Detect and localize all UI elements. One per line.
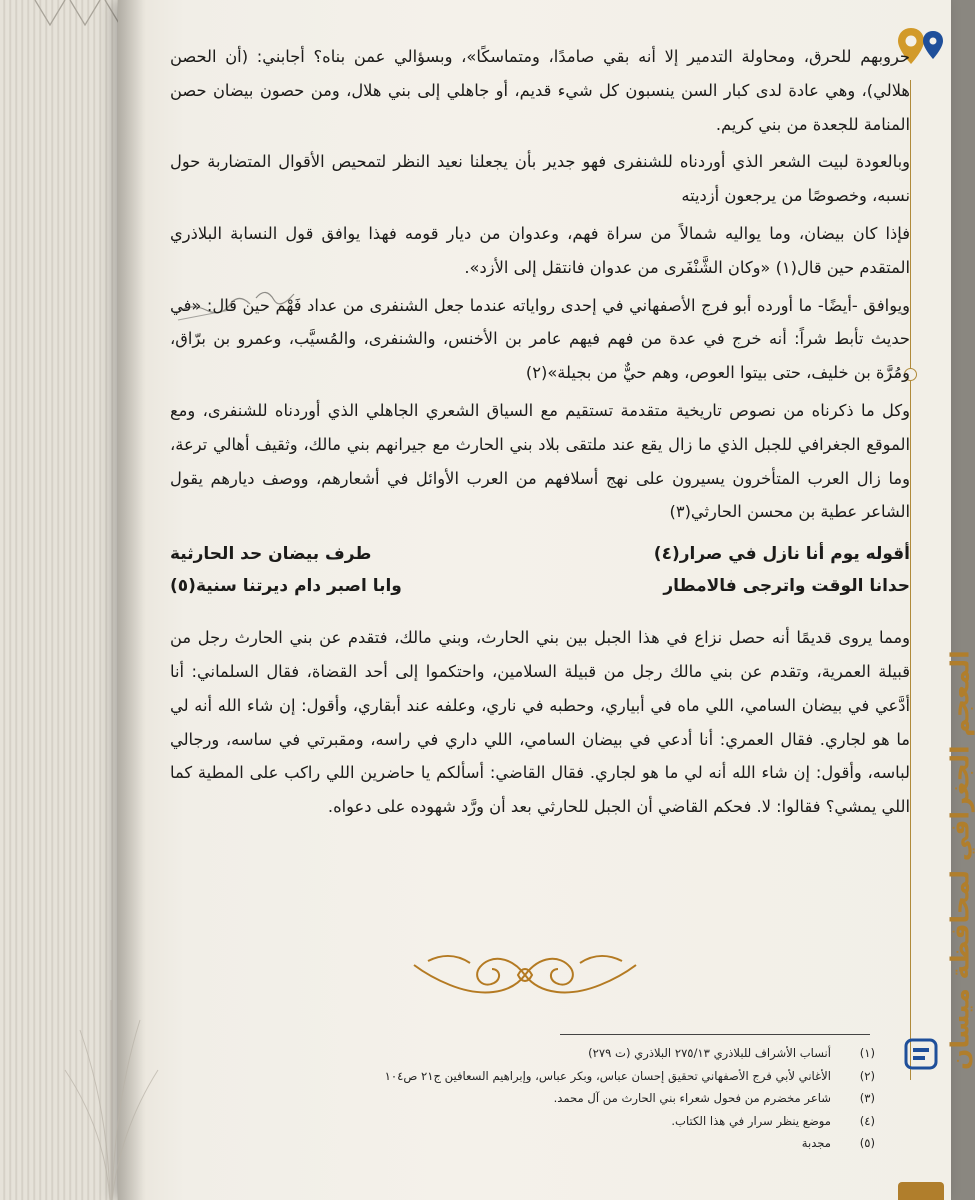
footnote-3: (٣)شاعر مخضرم من فحول شعراء بني الحارث من آل محمد. [553,1091,875,1106]
footnote-1: (١)أنساب الأشراف للبلاذري ٢٧٥/١٣ البلاذري (ت ٢٧٩) [588,1046,875,1060]
paragraph-4: ويوافق -أيضًا- ما أورده أبو فرج الأصفهاني في إحدى رواياته عندما جعل الشنفرى من عداد فَهْم حين قال: «في حديث تأبط شراً: أنه خرج في عدة من فهم فيهم عامر بن الأخنس، والشنفرى، والمُسيَّب، وعمرو بن برّاق، ومُرَّة بن خليف، حتى بيتوا العوص، وهم حيٌّ من بجيلة»(٢) [170,295,910,383]
side-book-title: المعجم الجغرافي لمحافظة ميسان [946,650,975,1070]
page-number-tab [898,1182,944,1200]
paragraph-1: حروبهم للحرق، ومحاولة التدمير إلا أنه بقي صامدًا، ومتماسكًا»، وبسؤالي عمن بناه؟ أجابني: (أن الحصن هلالي)، وهي عادة لدى كبار السن ينسبون كل شيء قديم، أو جاهلي إلى بني هلال، ومن حصون بيضان حصن المنامة للجعدة من بني كريم. [170,47,910,134]
page-body-text [170,40,910,824]
footnote-separator [560,1034,870,1035]
grass-watermark-decoration [60,960,160,1200]
footnote-5: (٥)مجدبة [801,1136,875,1151]
verse-hemistich-1: أقوله يوم أنا نازل في صرار(٤) [653,544,910,565]
footnote-2: (٢)الأغاني لأبي فرج الأصفهاني تحقيق إحسان عباس، وبكر عباس، وإبراهيم السعافين ج٢١ ص١٠٤ [384,1068,875,1083]
margin-rule-line [910,80,911,1080]
poem-verse [170,539,910,607]
verse-hemistich-3: حدانا الوقت واترجى فالامطار [663,576,910,597]
footnote-4: (٤)موضع ينظر سرار في هذا الكتاب. [671,1113,875,1128]
paragraph-2: وبالعودة لبيت الشعر الذي أوردناه للشنفرى فهو جدير بأن يجعلنا نعيد النظر لتمحيص الأقوال المتضاربة حول نسبه، وخصوصًا من يرجعون أزديته [170,152,910,206]
blue-location-pin-icon [922,30,944,60]
verse-hemistich-4: وابا اصبر دام ديرتنا سنية(٥) [170,576,402,597]
publisher-logo-icon [904,1036,938,1072]
paragraph-3: فإذا كان بيضان، وما يواليه شمالاً من سراة فهم، وعدوان من ديار قومه فهذا يوافق قول النسابة البلاذري المتقدم حين قال(١) «وكان الشَّنْفَرى من عدوان فانتقل إلى الأزد». [170,223,910,277]
footnotes [384,1042,875,1155]
ornamental-divider-icon [410,945,640,1003]
paragraph-6: ومما يروى قديمًا أنه حصل نزاع في هذا الجبل بين بني الحارث، وبني مالك، فتقدم عن بني الحارث رجل من قبيلة العمرية، وتقدم عن بني مالك رجل من قبيلة السلامين، واحتكموا إلى أحد القضاة، فقال السلماني: أنا أدَّعي في بيضان السامي، اللي ماه في أبياري، وحطبه في ناري، وعلفه عند أبقاري، وأقول: إن شاء الله أنه لي ما هو لجاري. فقال العمري: أنا أدعي في بيضان السامي، اللي داري في راسه، ومقبرتي في ساسه، ورجالي لباسه، وأقول: إن شاء الله أنه لي ما هو لجاري. فقال القاضي: أسألكم يا حاضرين اللي راكب على المطية كما اللي يمشي؟ فقالوا: لا. فحكم القاضي أن الجبل للحارثي بعد أن ورَّد شهوده على دعواه. [170,628,910,817]
verse-hemistich-2: طرف بيضان حد الحارثية [170,544,372,565]
paragraph-5: وكل ما ذكرناه من نصوص تاريخية متقدمة تستقيم مع السياق الشعري الجاهلي الذي أوردناه للشنفرى، ومع الموقع الجغرافي للجبل الذي ما زال يقع عند ملتقى بلاد بني الحارث مع جيرانهم بني مالك، وثقيف أهالي ترعة، وما زال العرب المتأخرون يسيرون على نهج أسلافهم من العرب الأوائل في أشعارهم، ووصف ديارهم يقول الشاعر عطية بن محسن الحارثي(٣) [170,400,910,522]
